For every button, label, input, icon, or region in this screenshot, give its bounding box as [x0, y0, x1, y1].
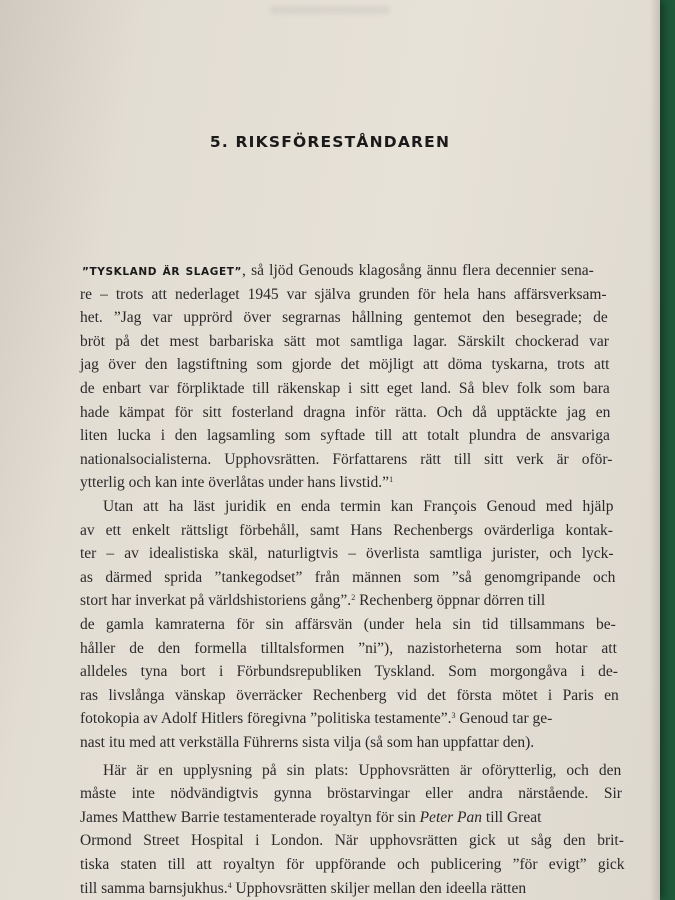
text-line: tiska staten till att royaltyn för uppförande och publicering ”för evigt” gick [80, 856, 625, 873]
text-line: ter – av idealistiska skäl, naturligtvis – överlista samtliga jurister, och lyck- [80, 545, 614, 563]
text-line: de gamla kamraterna för sin affärsvän (under hela sin tid tillsammans be- [80, 616, 616, 633]
book-title: Peter Pan [419, 808, 483, 826]
text-line: Utan att ha läst juridik en enda termin kan François Genoud med hjälp [103, 498, 614, 515]
text-line: nast itu med att verkställa Führerns sista vilja (så som han uppfattar den). [80, 734, 535, 751]
text-line: liten lucka i den lagsamling som syftade till att totalt plundra de ansvariga [80, 427, 610, 445]
footnote-ref: 3 [451, 711, 456, 721]
text-line: till samma barnsjukhus.$^4$ Upphovsrätten skiljer mellan den ideella rätten [80, 879, 527, 897]
lead-in-words: ”TYSKLAND ÄR SLAGET” [82, 266, 243, 278]
text-line: re – trots att nederlaget 1945 var själva grunden för hela hans affärsverksam- [80, 285, 607, 303]
text-line: hade kämpat för sitt fosterland dragna inför rätta. Och då upptäckte jag en [80, 403, 611, 421]
footnote-ref: 4 [227, 880, 232, 890]
text-line: Ormond Street Hospital i London. När upphovsrätten gick ut såg den brit- [80, 832, 624, 850]
text-line: måste inte nödvändigtvis gynna bröstarvingar eller andra närstående. Sir [80, 785, 622, 803]
text-line: bröt på det mest barbariska sätt mot samtliga lagar. Särskilt chockerad var [80, 332, 609, 350]
text-line: jag över den lagstiftning som gjorde det möjligt att döma tyskarna, trots att [80, 356, 610, 374]
text-line: ”TYSKLAND ÄR SLAGET”, så ljöd Genouds klagosång ännu flera decennier sena- [82, 262, 594, 279]
text-line: as därmed sprida ”tankegodset” från männen som ”så genomgripande och [80, 568, 616, 586]
text-line: av ett enkelt rättsligt förbehåll, samt Hans Rechenbergs ovärderliga kontak- [80, 521, 613, 539]
text-line: het. ”Jag var upprörd över segrarnas hållning gentemot den besegrade; de [80, 309, 608, 327]
text-line: de enbart var förpliktade till räkenskap i sitt eget land. Så blev folk som bara [80, 380, 610, 397]
text-line: håller de den formella tilltalsformen ”ni”), nazistorheterna som hotar att [80, 639, 617, 657]
text-line: nationalsocialisterna. Upphovsrätten. Författarens rätt till sitt verk är oför- [80, 450, 613, 468]
text-line: ras livslånga vänskap överräcker Rechenberg vid det första mötet i Paris en [80, 686, 619, 704]
chapter-title: 5. RIKSFÖRESTÅNDAREN [209, 133, 451, 151]
text-line: James Matthew Barrie testamenterade royaltyn för sin Peter Pan till Great [80, 808, 542, 826]
footnote-ref: 2 [351, 593, 356, 603]
text-line: alldeles tyna bort i Förbundsrepubliken Tyskland. Som morgongåva i de- [80, 663, 618, 681]
text-line: ytterlig och kan inte överlåtas under hans livstid.”$^1$ [80, 474, 394, 492]
text-line: fotokopia av Adolf Hitlers föregivna ”politiska testamente”.$^3$ Genoud tar ge- [80, 710, 553, 728]
text-line: Här är en upplysning på sin plats: Upphovsrätten är oförytterlig, och den [103, 761, 622, 779]
footnote-ref: 1 [389, 475, 394, 485]
text-line: stort har inverkat på världshistoriens gång”.$^2$ Rechenberg öppnar dörren till [80, 592, 546, 610]
